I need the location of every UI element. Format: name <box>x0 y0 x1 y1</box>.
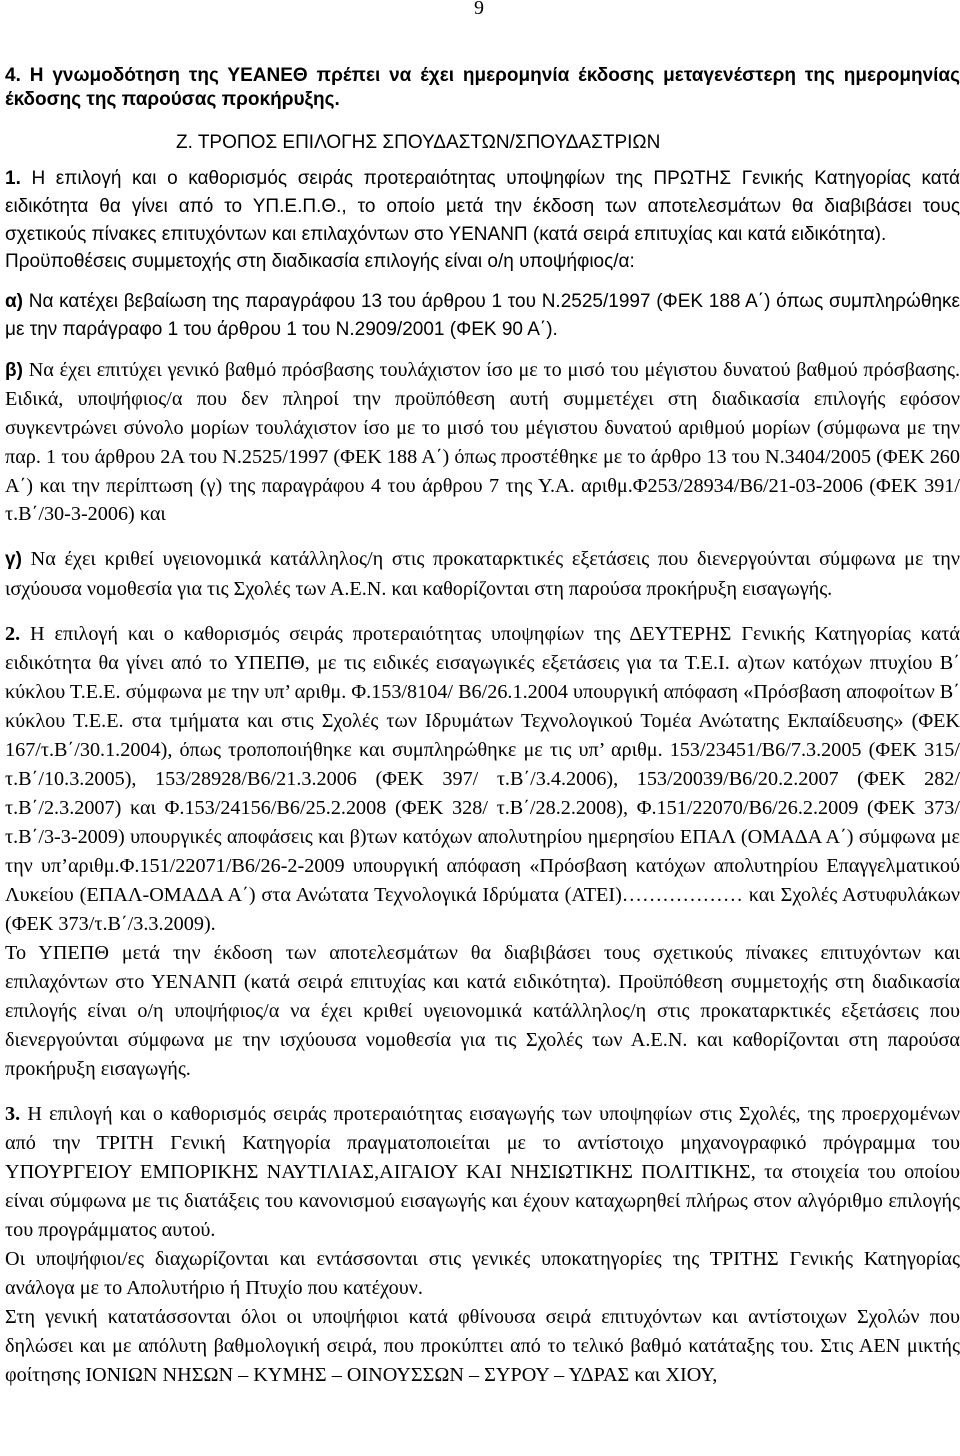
condition-b-label: β) <box>5 359 23 381</box>
item-2 <box>5 620 960 939</box>
item-3-ranking: Στη γενική κατατάσσονται όλοι οι υποψήφιοι κατά φθίνουσα σειρά επιτυχόντων και αντίστοιχων Σχολών που δηλώσει και με απόλυτη βαθμολογική σειρά, που προκύπτει από το τελικό βαθμό κατάταξης του. Στις ΑΕΝ μικτής φοίτησης ΙΟΝΙΩΝ ΝΗΣΩΝ – ΚΥΜΗΣ – ΟΙΝΟΥΣΣΩΝ – ΣΥΡΟΥ – ΥΔΡΑΣ και ΧΙΟΥ, <box>5 1305 960 1386</box>
condition-a <box>5 288 960 344</box>
section-z-heading: Ζ. ΤΡΟΠΟΣ ΕΠΙΛΟΓΗΣ ΣΠΟΥΔΑΣΤΩΝ/ΣΠΟΥΔΑΣΤΡΙΩΝ <box>176 132 661 153</box>
condition-c-label: γ) <box>5 549 22 571</box>
item-3 <box>5 1100 960 1245</box>
item-3-subcategories: Οι υποψήφιοι/ες διαχωρίζονται και εντάσσονται στις γενικές υποκατηγορίες της ΤΡΙΤΗΣ Γενικής Κατηγορίας ανάλογα με το Απολυτήριο ή Πτυχίο που κατέχουν. <box>5 1247 960 1299</box>
item-4-number: 4. <box>5 65 21 86</box>
condition-a-label: α) <box>5 290 24 312</box>
document-body <box>5 64 960 1390</box>
item-3-body: Η επιλογή και ο καθορισμός σειράς προτεραιότητας εισαγωγής των υποψηφίων στις Σχολές, της προερχομένων από την ΤΡΙΤΗ Γενική Κατηγορία πραγματοποιείται με το αντίστοιχο μηχανογραφικό πρόγραμμα του ΥΠΟΥΡΓΕΙΟΥ ΕΜΠΟΡΙΚΗΣ ΝΑΥΤΙΛΙΑΣ,ΑΙΓΑΙΟΥ ΚΑΙ ΝΗΣΙΩΤΙΚΗΣ ΠΟΛΙΤΙΚΗΣ, τα στοιχεία του οποίου είναι σύμφωνα με τις διατάξεις του κανονισμού εισαγωγής και έχουν καταχωρηθεί πλήρως στον αλγόριθμο επιλογής του προγράμματος αυτού. <box>5 1102 960 1241</box>
item-4 <box>5 64 960 111</box>
condition-b <box>5 356 960 530</box>
item-4-text <box>5 65 960 110</box>
item-1 <box>5 165 960 249</box>
item-2-number: 2. <box>5 622 21 645</box>
condition-c-body: Να έχει κριθεί υγειονομικά κατάλληλος/η στις προκαταρκτικές εξετάσεις που διενεργούνται σύμφωνα με την ισχύουσα νομοθεσία για τις Σχολές των Α.Ε.Ν. και καθορίζονται στη παρούσα προκήρυξη εισαγωγής. <box>5 548 960 601</box>
condition-a-body: Να κατέχει βεβαίωση της παραγράφου 13 του άρθρου 1 του Ν.2525/1997 (ΦΕΚ 188 Α΄) όπως συμπληρώθηκε με την παράγραφο 1 του άρθρου 1 του Ν.2909/2001 (ΦΕΚ 90 Α΄). <box>5 290 960 340</box>
item-4-body: Η γνωμοδότηση της ΥΕΑΝΕΘ πρέπει να έχει ημερομηνία έκδοσης μεταγενέστερη της ημερομηνίας έκδοσης της παρούσας προκήρυξης. <box>5 65 960 110</box>
item-2-body: Η επιλογή και ο καθορισμός σειράς προτεραιότητας υποψηφίων της ΔΕΥΤΕΡΗΣ Γενικής Κατηγορίας κατά ειδικότητα θα γίνει από το ΥΠΕΠΘ, με τις ειδικές εισαγωγικές εξετάσεις για τα Τ.Ε.Ι. α)των κατόχων πτυχίου Β΄ κύκλου Τ.Ε.Ε. σύμφωνα με την υπ’ αριθμ. Φ.153/8104/ Β6/26.1.2004 υπουργική απόφαση «Πρόσβαση αποφοίτων Β΄ κύκλου Τ.Ε.Ε. στα τμήματα και στις Σχολές των Ιδρυμάτων Τεχνολογικού Τομέα Ανώτατης Εκπαίδευσης» (ΦΕΚ 167/τ.Β΄/30.1.2004), όπως τροποποιήθηκε και συμπληρώθηκε με τις υπ’ αριθμ. 153/23451/Β6/7.3.2005 (ΦΕΚ 315/τ.Β΄/10.3.2005), 153/28928/Β6/21.3.2006 (ΦΕΚ 397/ τ.Β΄/3.4.2006), 153/20039/Β6/20.2.2007 (ΦΕΚ 282/ τ.Β΄/2.3.2007) και Φ.153/24156/Β6/25.2.2008 (ΦΕΚ 328/ τ.Β΄/28.2.2008), Φ.151/22070/Β6/26.2.2009 (ΦΕΚ 373/τ.Β΄/3-3-2009) υπουργικές αποφάσεις και β)των κατόχων απολυτηρίου ημερησίου ΕΠΑΛ (ΟΜΑΔΑ Α΄) σύμφωνα με την υπ’αριθμ.Φ.151/22071/Β6/26-2-2009 υπουργική απόφαση «Πρόσβαση κατόχων απολυτηρίου Επαγγελματικού Λυκείου (ΕΠΑΛ-ΟΜΑΔΑ Α΄) στα Ανώτατα Τεχνολογικά Ιδρύματα (ΑΤΕΙ)……………… και Σχολές Αστυφυλάκων (ΦΕΚ 373/τ.Β΄/3.3.2009). <box>5 622 960 935</box>
page-number: 9 <box>474 0 484 19</box>
condition-b-body: Να έχει επιτύχει γενικό βαθμό πρόσβασης τουλάχιστον ίσο με το μισό του μέγιστου δυνατού βαθμού πρόσβασης. Ειδικά, υποψήφιος/α που δεν πληροί την προϋπόθεση αυτή συμμετέχει στη διαδικασία επιλογής εφόσον συγκεντρώνει σύνολο μορίων τουλάχιστον ίσο με το μισό του μέγιστου δυνατού αριθμού μορίων (σύμφωνα με την παρ. 1 του άρθρου 2Α του Ν.2525/1997 (ΦΕΚ 188 Α΄) όπως προστέθηκε με το άρθρο 13 του Ν.3404/2005 (ΦΕΚ 260 Α΄) και την περίπτωση (γ) της παραγράφου 4 του άρθρου 7 της Υ.Α. αριθμ.Φ253/28934/Β6/21-03-2006 (ΦΕΚ 391/τ.Β΄/30-3-2006) και <box>5 358 960 526</box>
item-2-followup: Το ΥΠΕΠΘ μετά την έκδοση των αποτελεσμάτων θα διαβιβάσει τους σχετικούς πίνακες επιτυχόντων και επιλαχόντων στο ΥΕΝΑΝΠ (κατά σειρά επιτυχίας και κατά ειδικότητα). Προϋπόθεση συμμετοχής στη διαδικασία επιλογής είναι ο/η υποψήφιος/α να έχει κριθεί υγειονομικά κατάλληλος/η στις προκαταρκτικές εξετάσεις που διενεργούνται σύμφωνα με την ισχύουσα νομοθεσία για τις Σχολές των Α.Ε.Ν. και καθορίζονται στη παρούσα προκήρυξη εισαγωγής. <box>5 941 960 1080</box>
item-1-number: 1. <box>5 167 21 189</box>
condition-c <box>5 545 960 604</box>
conditions-intro: Προϋποθέσεις συμμετοχής στη διαδικασία επιλογής είναι ο/η υποψήφιος/α: <box>5 250 635 272</box>
item-1-body: Η επιλογή και ο καθορισμός σειράς προτεραιότητας υποψηφίων της ΠΡΩΤΗΣ Γενικής Κατηγορίας κατά ειδικότητα θα γίνει από το ΥΠ.Ε.Π.Θ., το οποίο μετά την έκδοση των αποτελεσμάτων θα διαβιβάσει τους σχετικούς πίνακες επιτυχόντων και επιλαχόντων στο ΥΕΝΑΝΠ (κατά σειρά επιτυχίας και κατά ειδικότητα). <box>5 167 960 245</box>
item-3-number: 3. <box>5 1102 21 1125</box>
